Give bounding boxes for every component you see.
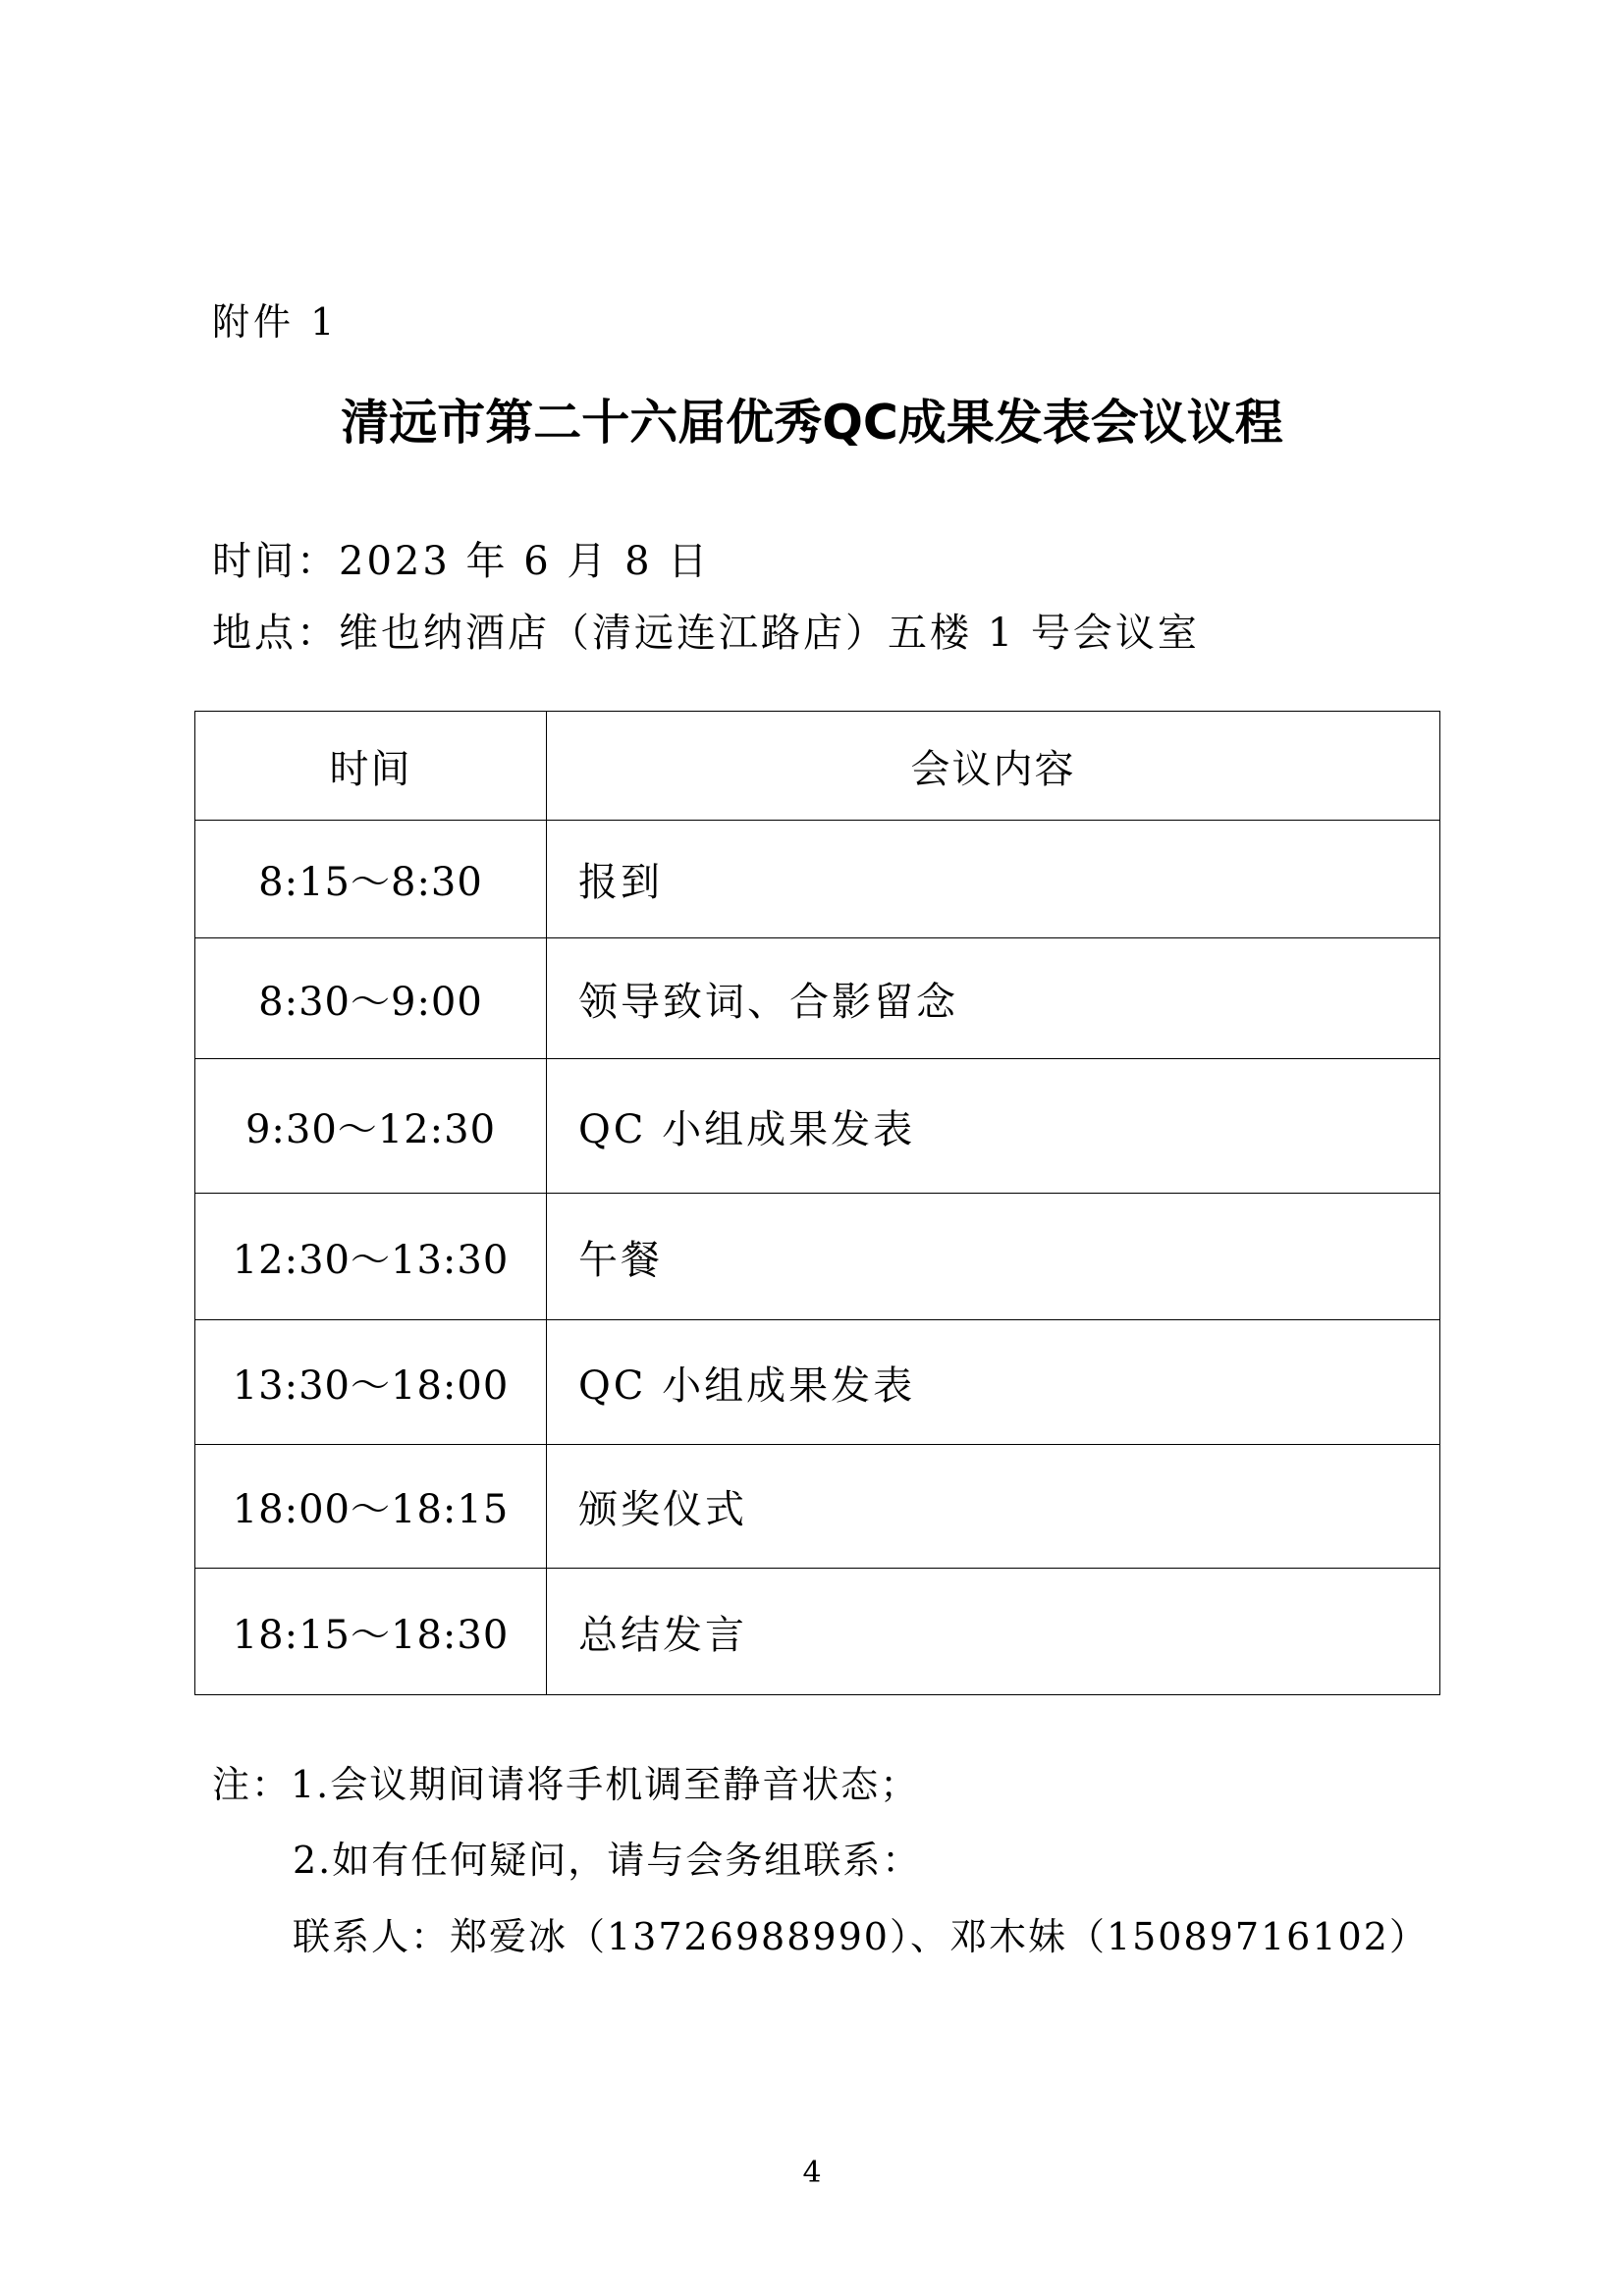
row-time: 13:30～18:00: [195, 1320, 547, 1445]
table-row: [195, 1320, 1440, 1445]
row-time: 8:30～9:00: [195, 938, 547, 1059]
row-time: 18:00～18:15: [195, 1445, 547, 1569]
meeting-date: 时间：2023 年 6 月 8 日: [212, 539, 711, 584]
page-number: 4: [802, 2156, 822, 2190]
contact-line: 联系人：郑爱冰（13726988990）、邓木妹（15089716102）: [293, 1915, 1429, 1958]
agenda-header-row: [195, 712, 1440, 821]
table-row: [195, 1194, 1440, 1320]
row-time: 18:15～18:30: [195, 1569, 547, 1695]
table-row: [195, 1569, 1440, 1695]
meeting-location: 地点：维也纳酒店（清远连江路店）五楼 1 号会议室: [212, 611, 1200, 656]
row-content: 总结发言: [547, 1569, 1440, 1695]
row-time: 12:30～13:30: [195, 1194, 547, 1320]
row-time: 8:15～8:30: [195, 821, 547, 938]
note-line-1: 注：1.会议期间请将手机调至静音状态；: [212, 1763, 920, 1806]
header-content: 会议内容: [547, 712, 1440, 821]
row-time: 9:30～12:30: [195, 1059, 547, 1194]
row-content: QC 小组成果发表: [547, 1059, 1440, 1194]
row-content: 午餐: [547, 1194, 1440, 1320]
row-content: 领导致词、合影留念: [547, 938, 1440, 1059]
document-title: 清远市第二十六届优秀QC成果发表会议议程: [341, 395, 1283, 451]
row-content: 报到: [547, 821, 1440, 938]
row-content: 颁奖仪式: [547, 1445, 1440, 1569]
agenda-table: [194, 711, 1440, 1695]
table-row: [195, 1445, 1440, 1569]
row-content: QC 小组成果发表: [547, 1320, 1440, 1445]
table-row: [195, 821, 1440, 938]
table-row: [195, 1059, 1440, 1194]
header-time: 时间: [195, 712, 547, 821]
attachment-label: 附件 1: [212, 300, 339, 344]
table-row: [195, 938, 1440, 1059]
note-line-2: 2.如有任何疑问，请与会务组联系：: [293, 1839, 922, 1882]
